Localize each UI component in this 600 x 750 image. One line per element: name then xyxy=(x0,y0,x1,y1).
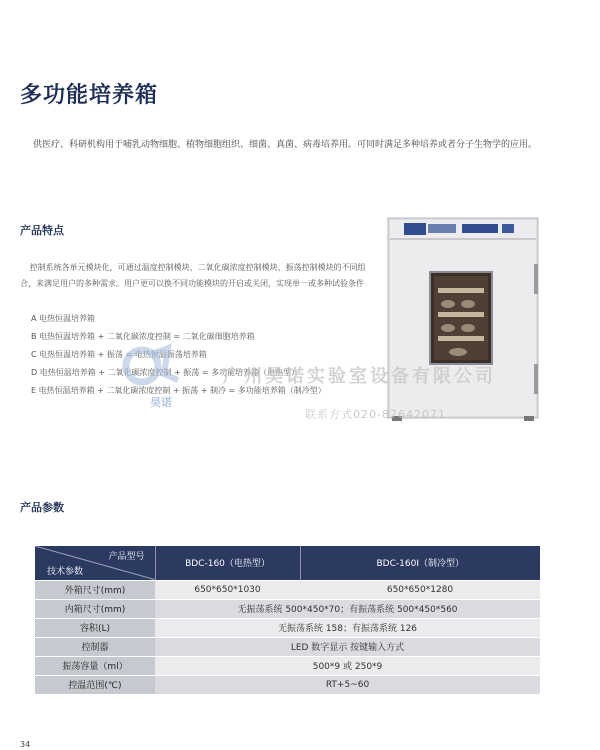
params-header-row xyxy=(35,546,540,580)
params-corner-cell xyxy=(35,546,155,580)
feature-option-d: D 电热恒温培养箱 + 二氧化碳浓度控制 + 振荡 = 多功能培养箱（电热型） xyxy=(31,368,300,377)
watermark-company: 广州昊诺实验室设备有限公司 xyxy=(223,366,496,387)
model-a-header: BDC-160（电热型） xyxy=(155,546,300,580)
row-label-inner: 内箱尺寸(mm) xyxy=(35,599,155,618)
volume-value: 无振荡系统 158；有振荡系统 126 xyxy=(155,618,540,637)
inner-size-value: 无振荡系统 500*450*70；有振荡系统 500*450*560 xyxy=(155,599,540,618)
row-label-volume: 容积(L) xyxy=(35,618,155,637)
corner-top-label: 产品型号 xyxy=(108,552,145,562)
table-row xyxy=(35,599,540,618)
row-label-capacity: 振荡容量（ml） xyxy=(35,656,155,675)
outer-size-b: 650*650*1280 xyxy=(300,580,540,599)
row-label-controller: 控制器 xyxy=(35,637,155,656)
model-b-header: BDC-160I（制冷型） xyxy=(300,546,540,580)
outer-size-a: 650*650*1030 xyxy=(155,580,300,599)
features-heading: 产品特点 xyxy=(20,224,64,237)
table-row xyxy=(35,618,540,637)
feature-option-e: E 电热恒温培养箱 + 二氧化碳浓度控制 + 振荡 + 制冷 = 多功能培养箱（制冷型） xyxy=(31,386,326,395)
incubator-image xyxy=(386,214,542,424)
watermark-brand: 昊诺 xyxy=(150,396,172,409)
row-label-temp: 控温范围(℃) xyxy=(35,675,155,694)
feature-option-b: B 电热恒温培养箱 + 二氧化碳浓度控制 = 二氧化碳细胞培养箱 xyxy=(31,332,255,341)
features-description: 控制系统各单元模块化，可通过温度控制模块、二氧化碳浓度控制模块、振荡控制模块的不同组合，来满足用户的多种需求。用户更可以换不同功能模块的开启或关闭，实现单一或多种试验条件 xyxy=(20,263,366,288)
temp-range-value: RT+5~60 xyxy=(155,675,540,694)
table-row xyxy=(35,675,540,694)
params-heading: 产品参数 xyxy=(20,501,64,514)
params-table xyxy=(35,546,540,695)
watermark-contact: 联系方式020-87642071 xyxy=(305,408,446,421)
capacity-value: 500*9 或 250*9 xyxy=(155,656,540,675)
feature-option-c: C 电热恒温培养箱 + 振荡 = 电热恒温振荡培养箱 xyxy=(31,350,207,359)
corner-bottom-label: 技术参数 xyxy=(47,566,84,577)
feature-option-a: A 电热恒温培养箱 xyxy=(31,314,96,323)
table-row xyxy=(35,637,540,656)
row-label-outer: 外箱尺寸(mm) xyxy=(35,580,155,599)
table-row xyxy=(35,656,540,675)
page-title: 多功能培养箱 xyxy=(20,82,159,108)
controller-value: LED 数字显示 按键输入方式 xyxy=(155,637,540,656)
table-row xyxy=(35,580,540,599)
intro-text: 供医疗、科研机构用于哺乳动物细胞、植物细胞组织、细菌、真菌、病毒培养用。可同时满足多种培养或者分子生物学的应用。 xyxy=(33,140,538,150)
page-number: 34 xyxy=(20,740,31,749)
